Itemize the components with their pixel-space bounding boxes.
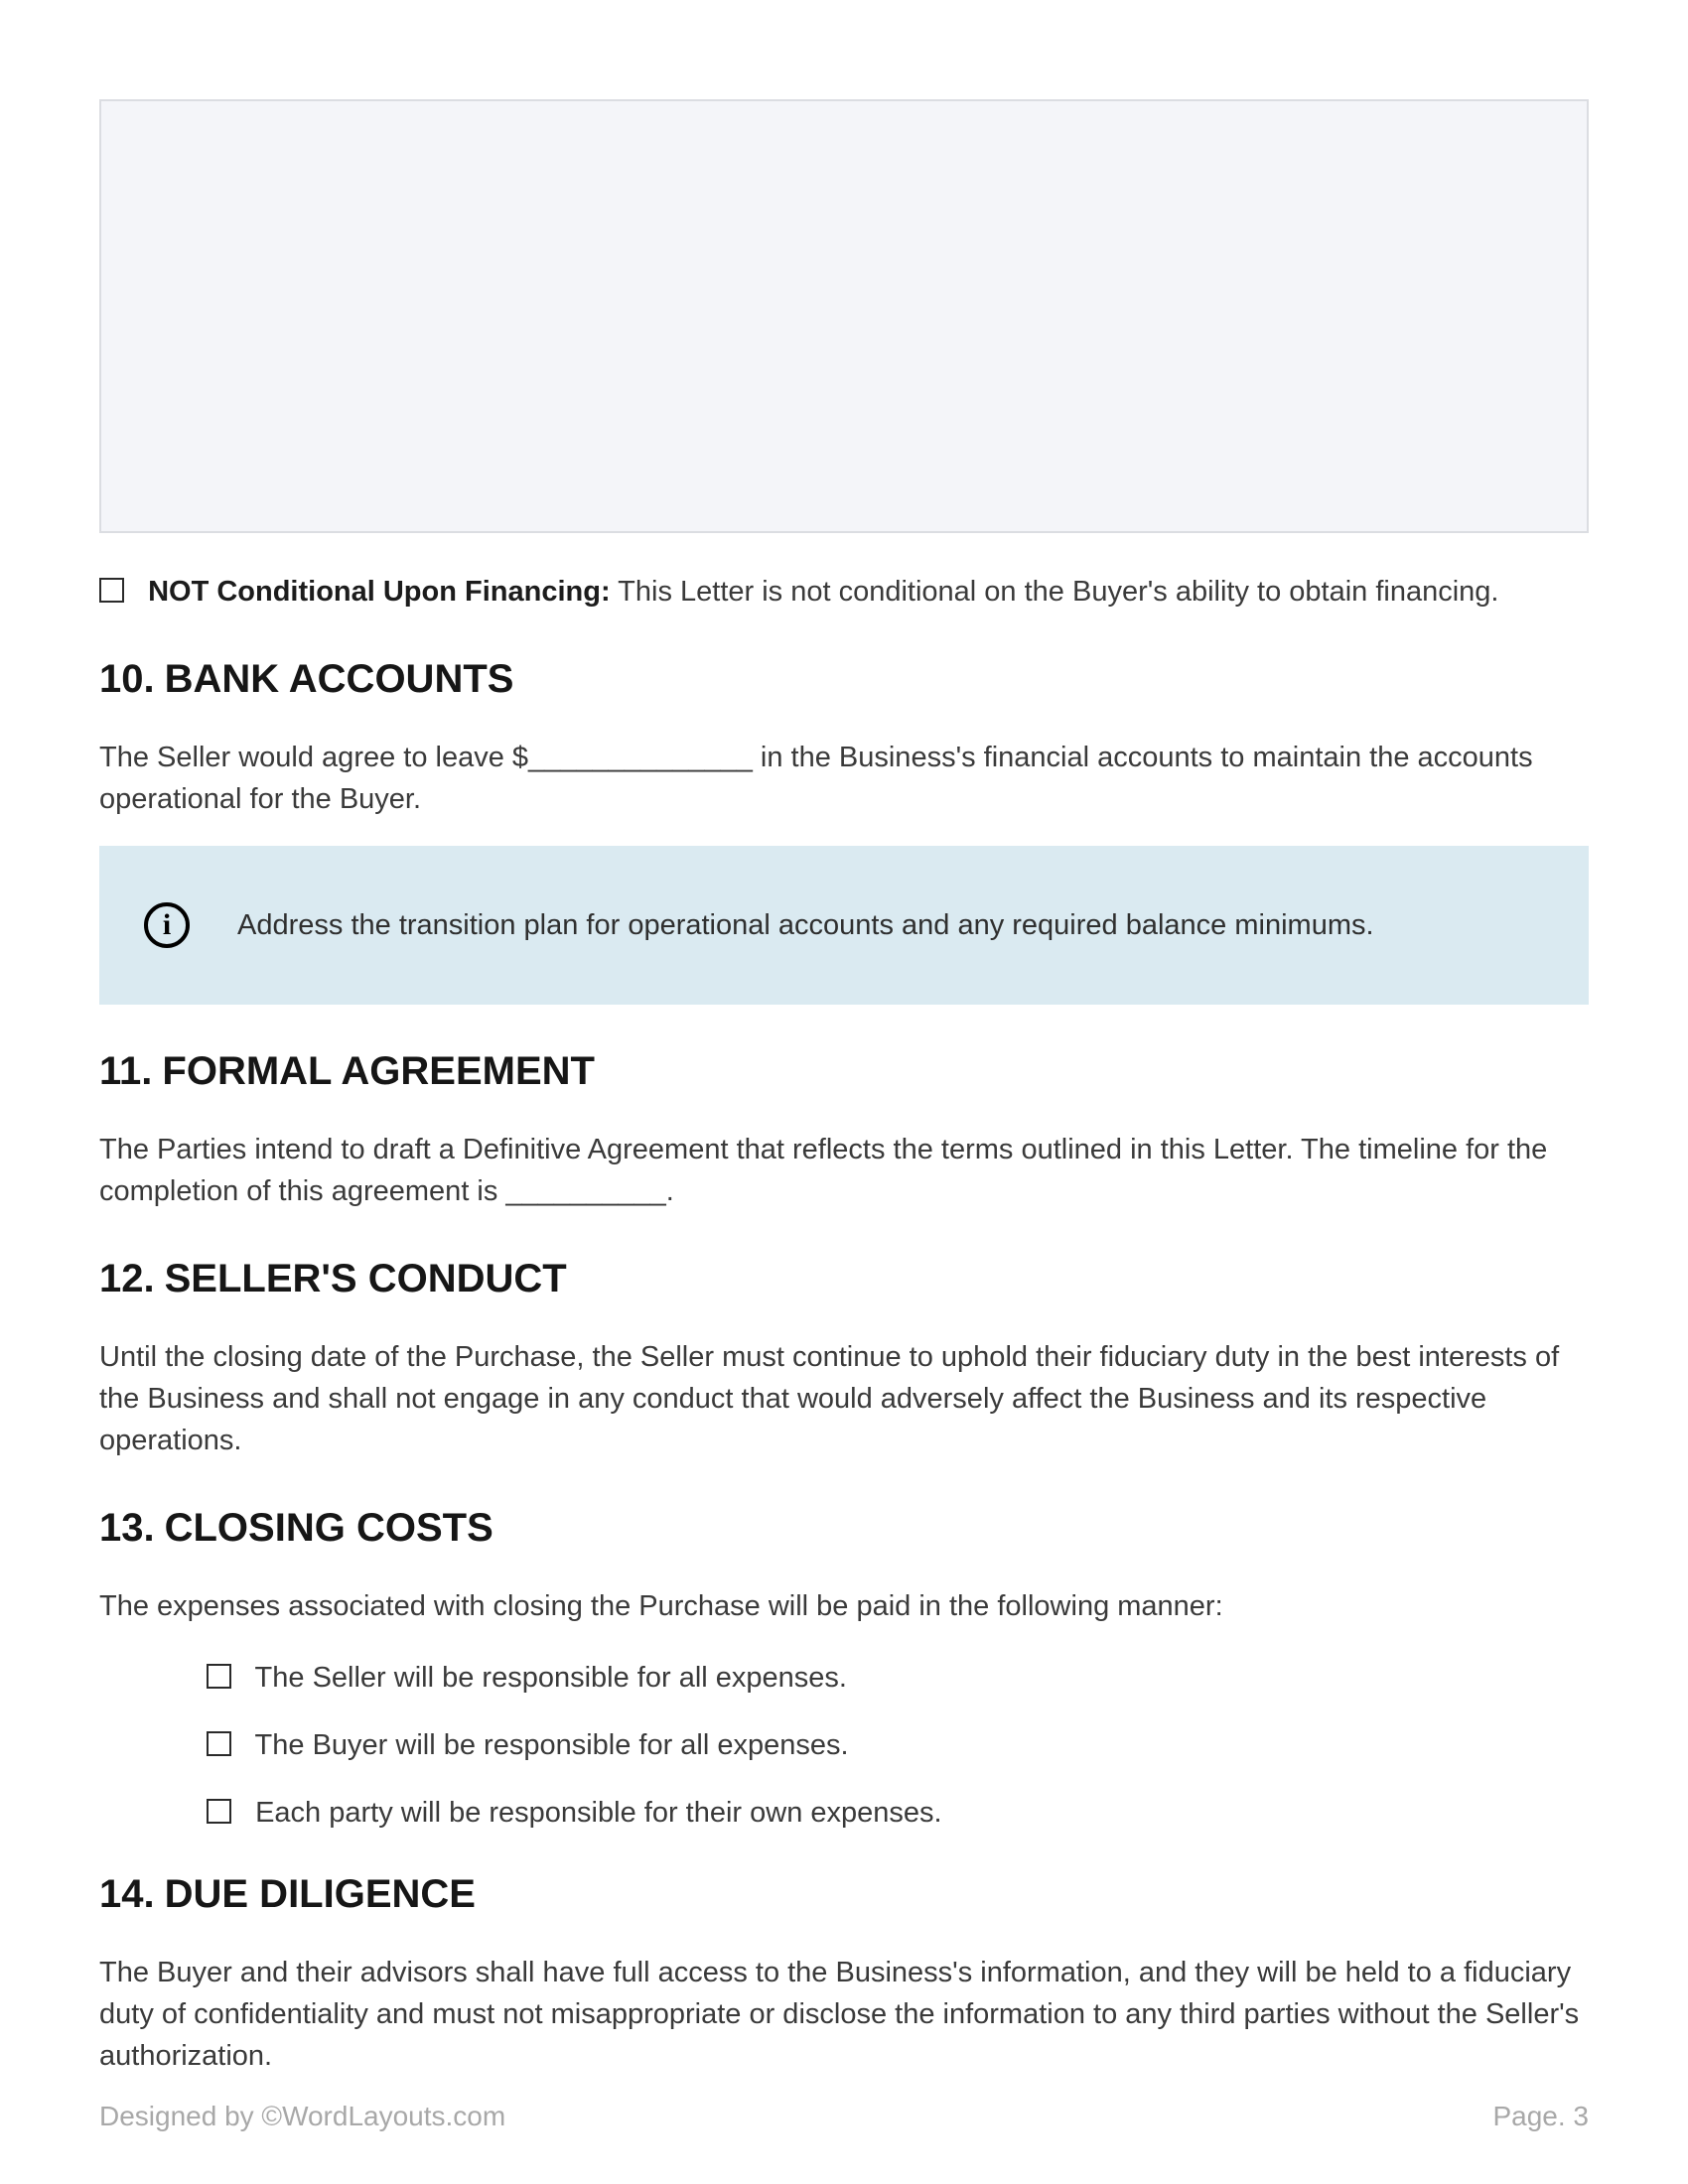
section-11-title: FORMAL AGREEMENT	[162, 1049, 595, 1093]
financing-clause	[99, 571, 1589, 613]
section-14-heading	[99, 1871, 1589, 1918]
section-12-number: 12.	[99, 1257, 155, 1300]
closing-cost-option-buyer	[207, 1730, 1589, 1760]
section-10-title: BANK ACCOUNTS	[164, 657, 514, 701]
section-10-body: The Seller would agree to leave $______________ in the Business's financial accounts to maintain the accounts operational for the Buyer.	[99, 742, 1533, 815]
section-13-heading	[99, 1505, 1589, 1552]
financing-clause-text: This Letter is not conditional on the Buyer's ability to obtain financing.	[618, 576, 1499, 608]
closing-cost-option-seller	[207, 1663, 1589, 1693]
section-13-number: 13.	[99, 1506, 155, 1550]
section-11-number: 11.	[99, 1049, 153, 1093]
footer-page-number: Page. 3	[1492, 2101, 1589, 2131]
closing-costs-options	[207, 1663, 1589, 1828]
buyer-expenses-label: The Buyer will be responsible for all expenses.	[254, 1729, 849, 1761]
each-party-expenses-checkbox[interactable]	[207, 1799, 231, 1824]
info-callout-text: Address the transition plan for operational accounts and any required balance minimums.	[237, 909, 1374, 941]
seller-expenses-checkbox[interactable]	[207, 1664, 231, 1689]
section-12-title: SELLER'S CONDUCT	[164, 1257, 567, 1300]
section-12-heading	[99, 1256, 1589, 1302]
not-conditional-checkbox[interactable]	[99, 578, 124, 603]
section-10-number: 10.	[99, 657, 155, 701]
section-13-intro: The expenses associated with closing the Purchase will be paid in the following manner:	[99, 1590, 1223, 1622]
each-party-expenses-label: Each party will be responsible for their own expenses.	[255, 1797, 942, 1829]
footer-credit: Designed by ©WordLayouts.com	[99, 2101, 506, 2131]
seller-expenses-label: The Seller will be responsible for all expenses.	[254, 1662, 847, 1694]
section-14-number: 14.	[99, 1872, 155, 1916]
section-14-body: The Buyer and their advisors shall have full access to the Business's information, and they will be held to a fiduciary duty of confidentiality and must not misappropriate or disclose the information to any third parties without the Seller's authorization.	[99, 1957, 1580, 2072]
financing-clause-label: NOT Conditional Upon Financing:	[148, 576, 611, 608]
section-11-heading	[99, 1048, 1589, 1095]
closing-cost-option-each-party	[207, 1798, 1589, 1828]
buyer-expenses-checkbox[interactable]	[207, 1731, 231, 1756]
section-12-body: Until the closing date of the Purchase, the Seller must continue to uphold their fiduciary duty in the best interests of the Business and shall not engage in any conduct that would adversely affect the Business and its respective operations.	[99, 1341, 1560, 1456]
image-placeholder	[99, 99, 1589, 533]
info-icon: i	[144, 902, 190, 948]
section-11-body: The Parties intend to draft a Definitive Agreement that reflects the terms outlined in this Letter. The timeline for the completion of this agreement is __________.	[99, 1134, 1548, 1207]
page-footer	[99, 2101, 1589, 2132]
section-13-title: CLOSING COSTS	[164, 1506, 493, 1550]
section-10-heading	[99, 656, 1589, 703]
info-callout	[99, 846, 1589, 1005]
section-14-title: DUE DILIGENCE	[164, 1872, 476, 1916]
